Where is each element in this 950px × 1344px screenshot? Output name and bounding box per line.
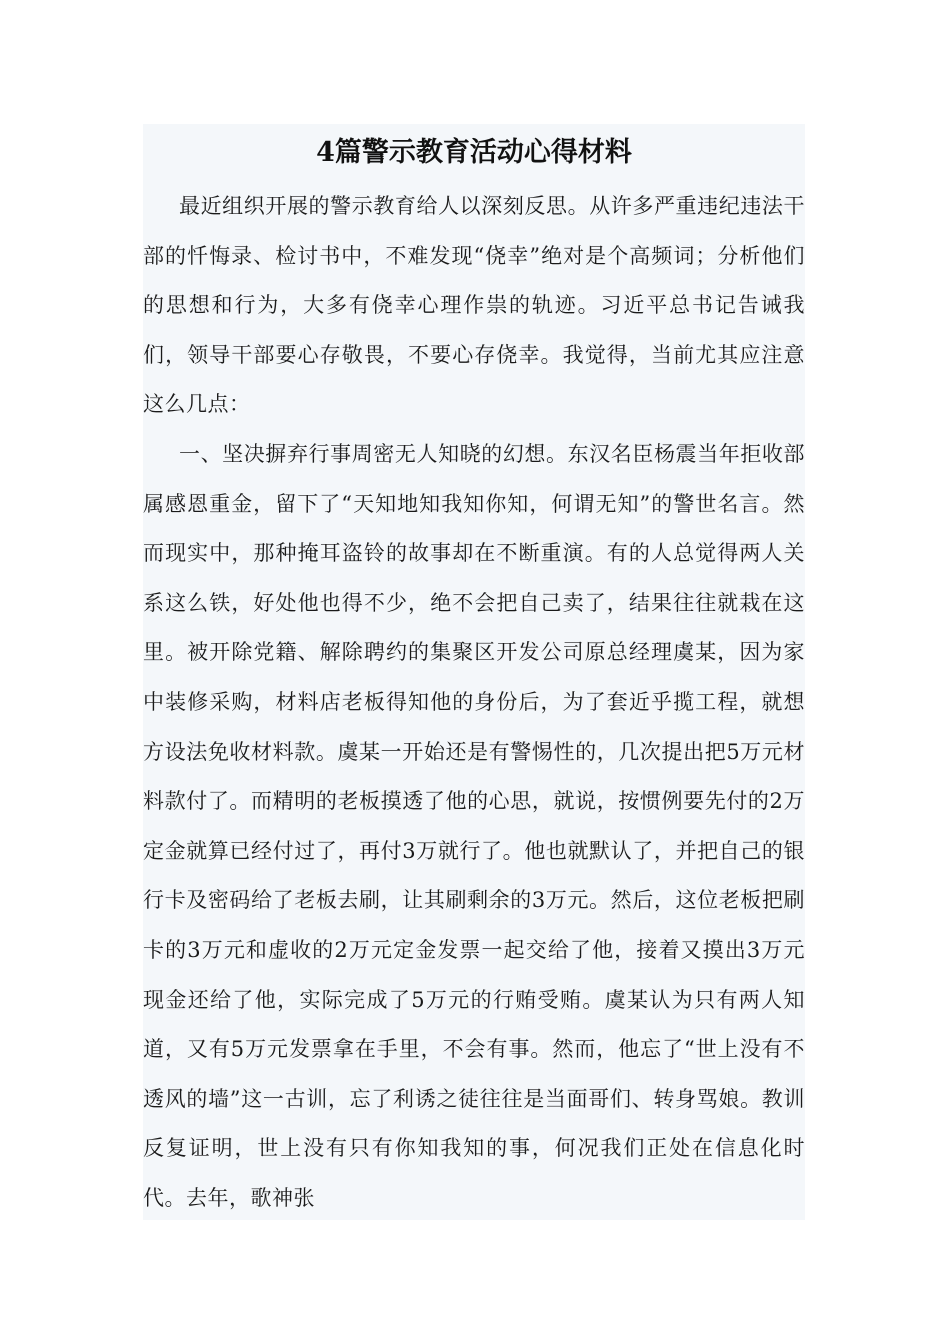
document-title: 4篇警示教育活动心得材料 [316,137,632,168]
paragraph-point-one: 一、坚决摒弃行事周密无人知晓的幻想。东汉名臣杨震当年拒收部属感恩重金，留下了“天知地知我知你知，何谓无知”的警世名言。然而现实中，那种掩耳盗铃的故事却在不断重演。有的人总觉得两人关系这么铁，好处他也得不少，绝不会把自己卖了，结果往往就栽在这里。被开除党籍、解除聘约的集聚区开发公司原总经理虞某，因为家中装修采购，材料店老板得知他的身份后，为了套近乎揽工程，就想方设法免收材料款。虞某一开始还是有警惕性的，几次提出把5万元材料款付了。而精明的老板摸透了他的心思，就说，按惯例要先付的2万定金就算已经付过了，再付3万就行了。他也就默认了，并把自己的银行卡及密码给了老板去刷，让其刷剩余的3万元。然后，这位老板把刷卡的3万元和虚收的2万元定金发票一起交给了他，接着又摸出3万元现金还给了他，实际完成了5万元的行贿受贿。虞某认为只有两人知道，又有5万元发票拿在手里，不会有事。然而，他忘了“世上没有不透风的墙”这一古训，忘了利诱之徒往往是当面哥们、转身骂娘。教训反复证明，世上没有只有你知我知的事，何况我们正处在信息化时代。去年，歌神张 [143,441,805,1210]
paragraph-intro: 最近组织开展的警示教育给人以深刻反思。从许多严重违纪违法干部的忏悔录、检讨书中，不难发现“侥幸”绝对是个高频词；分析他们的思想和行为，大多有侥幸心理作祟的轨迹。习近平总书记告诫我们，领导干部要心存敬畏，不要心存侥幸。我觉得，当前尤其应注意这么几点： [143,194,805,417]
document-body [143,124,805,1220]
